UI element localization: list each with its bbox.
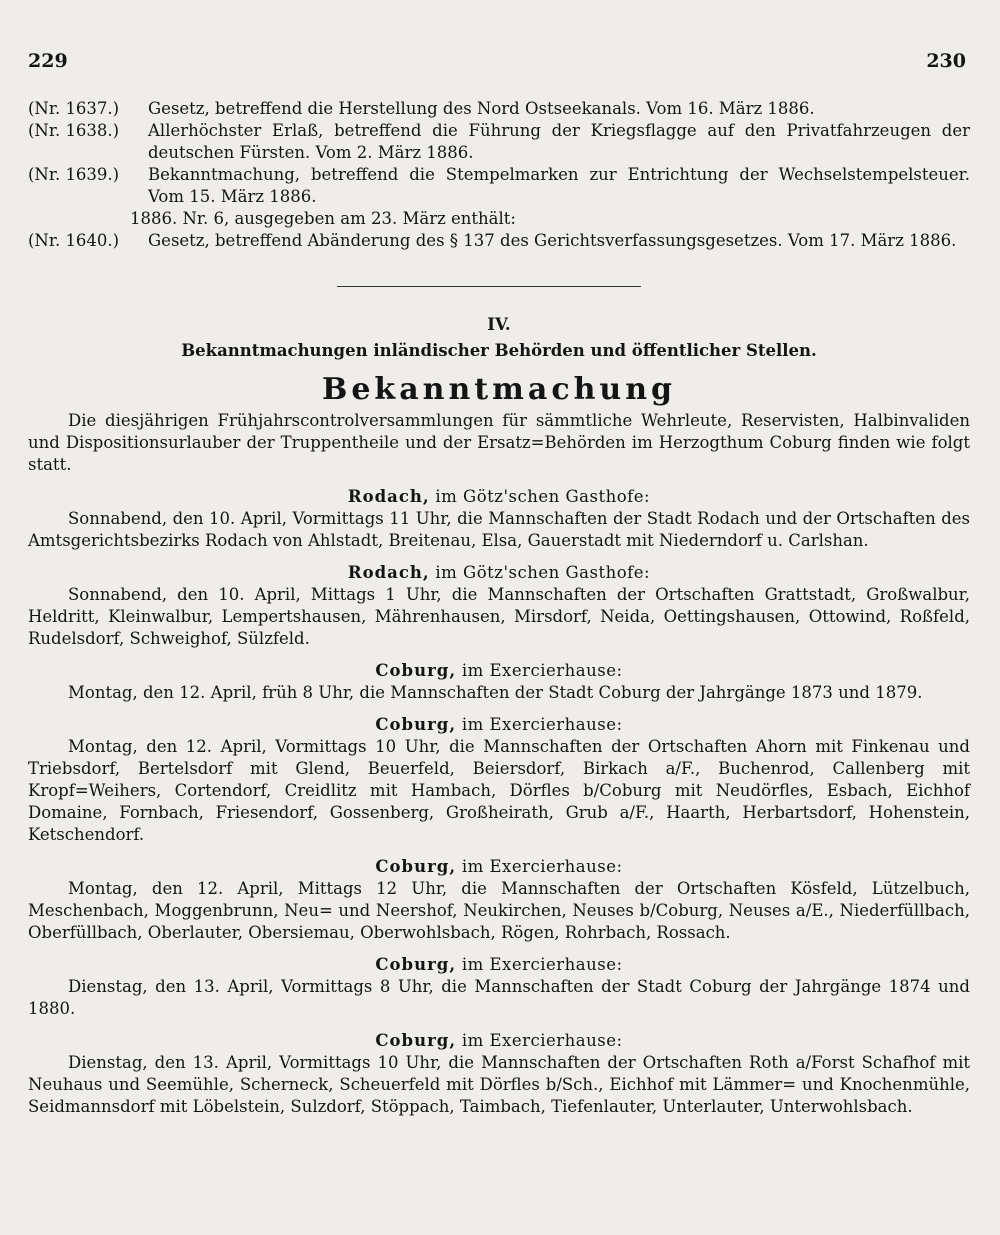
meeting-location bbox=[28, 954, 970, 976]
meeting-text: Sonnabend, den 10. April, Vormittags 11 Uhr, die Mannschaften der Stadt Rodach und der Ortschaften des Amtsgerichtsbezirks Rodach von Ahlstadt, Breitenau, Elsa, Gauerstadt mit Niederndorf u. Carlshan. bbox=[28, 509, 970, 550]
section-number: IV. bbox=[487, 315, 511, 334]
entry-number: (Nr. 1639.) bbox=[28, 165, 120, 184]
meeting-place: Coburg, bbox=[375, 715, 457, 734]
meeting-text: Montag, den 12. April, Vormittags 10 Uhr, die Mannschaften der Ortschaften Ahorn mit Finkenau und Triebsdorf, Bertelsdorf mit Glend, Beuerfeld, Beiersdorf, Birkach a/F., Buchenrod, Callenberg mit Kropf=Weihers, Cortendorf, Creidlitz mit Hambach, Dörfles b/Coburg mit Neudörfles, Esbach, Eichhof Domaine, Fornbach, Friesendorf, Gossenberg, Großheirath, Grub a/F., Haarth, Herbartsdorf, Hohenstein, Ketschendorf. bbox=[28, 737, 970, 844]
meeting-place: Rodach, bbox=[347, 563, 430, 582]
meeting-place: Coburg, bbox=[375, 857, 457, 876]
entry-text: Gesetz, betreffend die Herstellung des Nord Ostseekanals. Vom 16. März 1886. bbox=[148, 99, 815, 118]
meeting-location bbox=[28, 1030, 970, 1052]
meeting-location bbox=[28, 714, 970, 736]
meeting-text: Montag, den 12. April, früh 8 Uhr, die Mannschaften der Stadt Coburg der Jahrgänge 1873 und 1879. bbox=[68, 683, 923, 702]
meeting-text: Sonnabend, den 10. April, Mittags 1 Uhr, die Mannschaften der Ortschaften Grattstadt, Großwalbur, Heldritt, Kleinwalbur, Lempertshausen, Mährenhausen, Mirsdorf, Neida, Oettingshausen, Ottowind, Roßfeld, Rudelsdorf, Schweighof, Sülzfeld. bbox=[28, 585, 970, 648]
meeting-location bbox=[28, 486, 970, 508]
entry-number: (Nr. 1638.) bbox=[28, 121, 120, 140]
entry-text: Allerhöchster Erlaß, betreffend die Führung der Kriegsflagge auf den Privatfahrzeugen der deutschen Fürsten. Vom 2. März 1886. bbox=[148, 121, 970, 162]
entry-text: Bekanntmachung, betreffend die Stempelmarken zur Entrichtung der Wechselstempelsteuer. Vom 15. März 1886. bbox=[148, 165, 970, 206]
meeting-location bbox=[28, 856, 970, 878]
meeting-venue: im Exercierhause: bbox=[461, 857, 623, 876]
meeting-location bbox=[28, 660, 970, 682]
meeting-text: Montag, den 12. April, Mittags 12 Uhr, die Mannschaften der Ortschaften Kösfeld, Lützelbuch, Meschenbach, Moggenbrunn, Neu= und Neershof, Neukirchen, Neuses b/Coburg, Neuses a/E., Niederfüllbach, Oberfüllbach, Oberlauter, Obersiemau, Oberwohlsbach, Rögen, Rohrbach, Rossach. bbox=[28, 879, 970, 942]
meeting-place: Rodach, bbox=[347, 487, 430, 506]
divider-rule bbox=[337, 286, 641, 287]
section-title: Bekanntmachungen inländischer Behörden und öffentlicher Stellen. bbox=[181, 341, 817, 360]
section-announcements bbox=[28, 314, 970, 1118]
entry-number: (Nr. 1640.) bbox=[28, 231, 120, 250]
law-entry bbox=[28, 98, 970, 120]
page-number-left: 229 bbox=[28, 50, 68, 72]
meeting-venue: im Götz'schen Gasthofe: bbox=[435, 487, 651, 506]
entry-number: (Nr. 1637.) bbox=[28, 99, 120, 118]
entry-text: Gesetz, betreffend Abänderung des § 137 des Gerichtsverfassungsgesetzes. Vom 17. März 1886. bbox=[148, 231, 957, 250]
meeting-venue: im Exercierhause: bbox=[461, 661, 623, 680]
meeting-place: Coburg, bbox=[375, 661, 457, 680]
meeting-text: Dienstag, den 13. April, Vormittags 8 Uhr, die Mannschaften der Stadt Coburg der Jahrgänge 1874 und 1880. bbox=[28, 977, 970, 1018]
announcement-intro: Die diesjährigen Frühjahrscontrolversammlungen für sämmtliche Wehrleute, Reservisten, Halbinvaliden und Dispositionsurlauber der Truppentheile und der Ersatz=Behörden im Herzogthum Coburg finden wie folgt statt. bbox=[28, 411, 970, 474]
law-entry bbox=[28, 230, 970, 252]
meeting-venue: im Exercierhause: bbox=[461, 715, 623, 734]
page-header bbox=[28, 50, 966, 74]
announcement-heading: Bekanntmachung bbox=[321, 372, 676, 407]
meeting-text: Dienstag, den 13. April, Vormittags 10 Uhr, die Mannschaften der Ortschaften Roth a/Forst Schafhof mit Neuhaus und Seemühle, Scherneck, Scheuerfeld mit Dörfles b/Sch., Eichhof mit Lämmer= und Knochenmühle, Seidmannsdorf mit Löbelstein, Sulzdorf, Stöppach, Taimbach, Tiefenlauter, Unterlauter, Unterwohlsbach. bbox=[28, 1053, 970, 1116]
law-entry bbox=[28, 164, 970, 208]
law-entries bbox=[28, 98, 970, 252]
meeting-venue: im Exercierhause: bbox=[461, 955, 623, 974]
meeting-location bbox=[28, 562, 970, 584]
meeting-venue: im Exercierhause: bbox=[461, 1031, 623, 1050]
page-number-right: 230 bbox=[926, 50, 966, 72]
law-entry bbox=[28, 120, 970, 164]
issue-line: 1886. Nr. 6, ausgegeben am 23. März enthält: bbox=[130, 209, 516, 228]
meeting-place: Coburg, bbox=[375, 1031, 457, 1050]
meeting-venue: im Götz'schen Gasthofe: bbox=[435, 563, 651, 582]
meeting-place: Coburg, bbox=[375, 955, 457, 974]
